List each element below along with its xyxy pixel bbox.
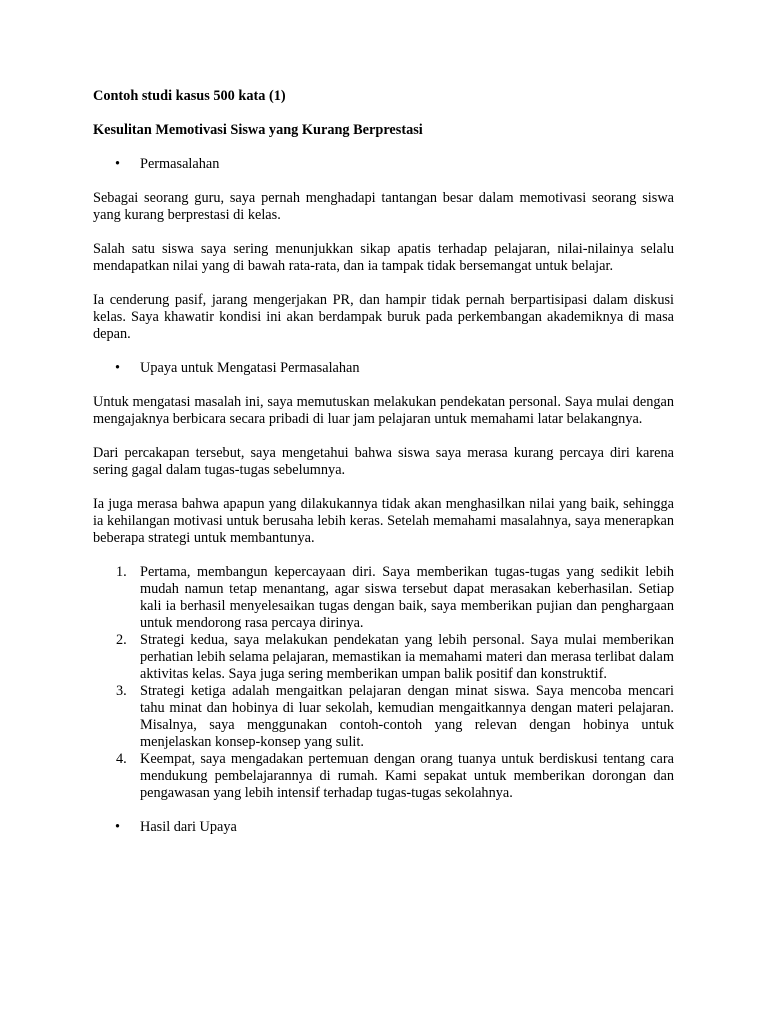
document-heading: Contoh studi kasus 500 kata (1)	[93, 88, 286, 104]
bullet-permasalahan	[93, 156, 674, 173]
bullet-dot-icon: •	[115, 360, 121, 376]
bullet-label: Hasil dari Upaya	[140, 819, 237, 835]
paragraph: Untuk mengatasi masalah ini, saya memutuskan melakukan pendekatan personal. Saya mulai dengan mengajaknya berbicara secara pribadi di luar jam pelajaran untuk memahami latar belakangnya.	[93, 394, 674, 427]
bullet-label: Permasalahan	[140, 156, 220, 172]
strategy-list	[93, 564, 674, 802]
paragraph: Ia cenderung pasif, jarang mengerjakan PR, dan hampir tidak pernah berpartisipasi dalam diskusi kelas. Saya khawatir kondisi ini akan berdampak buruk pada perkembangan akademiknya di masa depan.	[93, 292, 674, 342]
paragraph: Ia juga merasa bahwa apapun yang dilakukannya tidak akan menghasilkan nilai yang baik, sehingga ia kehilangan motivasi untuk berusaha lebih keras. Setelah memahami masalahnya, saya menerapkan beberapa strategi untuk membantunya.	[93, 496, 674, 546]
list-item-text: Strategi ketiga adalah mengaitkan pelajaran dengan minat siswa. Saya mencoba mencari tahu minat dan hobinya di luar sekolah, kemudian mengaitkannya dengan materi pelajaran. Misalnya, saya menggunakan contoh-contoh yang relevan dengan hobinya untuk menjelaskan konsep-konsep yang sulit.	[140, 683, 674, 750]
document-subheading: Kesulitan Memotivasi Siswa yang Kurang Berprestasi	[93, 122, 423, 138]
paragraph: Sebagai seorang guru, saya pernah menghadapi tantangan besar dalam memotivasi seorang siswa yang kurang berprestasi di kelas.	[93, 190, 674, 223]
list-number: 4.	[116, 751, 127, 767]
list-item	[93, 564, 674, 632]
list-item-text: Pertama, membangun kepercayaan diri. Saya memberikan tugas-tugas yang sedikit lebih mudah namun tetap menantang, agar siswa tersebut dapat merasakan keberhasilan. Setiap kali ia berhasil menyelesaikan tugas dengan baik, saya memberikan pujian dan penghargaan untuk mendorong rasa percaya dirinya.	[140, 564, 674, 631]
list-item	[93, 751, 674, 802]
list-number: 3.	[116, 683, 127, 699]
list-item-text: Keempat, saya mengadakan pertemuan dengan orang tuanya untuk berdiskusi tentang cara mendukung pembelajarannya di rumah. Kami sepakat untuk memberikan dorongan dan pengawasan yang lebih intensif terhadap tugas-tugas sekolahnya.	[140, 751, 674, 801]
paragraph: Salah satu siswa saya sering menunjukkan sikap apatis terhadap pelajaran, nilai-nilainya selalu mendapatkan nilai yang di bawah rata-rata, dan ia tampak tidak bersemangat untuk belajar.	[93, 241, 674, 274]
list-number: 2.	[116, 632, 127, 648]
list-item	[93, 683, 674, 751]
bullet-label: Upaya untuk Mengatasi Permasalahan	[140, 360, 360, 376]
paragraph: Dari percakapan tersebut, saya mengetahui bahwa siswa saya merasa kurang percaya diri karena sering gagal dalam tugas-tugas sebelumnya.	[93, 445, 674, 478]
document-page	[93, 88, 674, 853]
list-item-text: Strategi kedua, saya melakukan pendekatan yang lebih personal. Saya mulai memberikan perhatian lebih selama pelajaran, memastikan ia memahami materi dan merasa terlibat dalam aktivitas kelas. Saya juga sering memberikan umpan balik positif dan konstruktif.	[140, 632, 674, 682]
bullet-dot-icon: •	[115, 156, 121, 172]
bullet-upaya	[93, 360, 674, 377]
bullet-hasil	[93, 819, 674, 836]
list-item	[93, 632, 674, 683]
list-number: 1.	[116, 564, 127, 580]
bullet-dot-icon: •	[115, 819, 121, 835]
